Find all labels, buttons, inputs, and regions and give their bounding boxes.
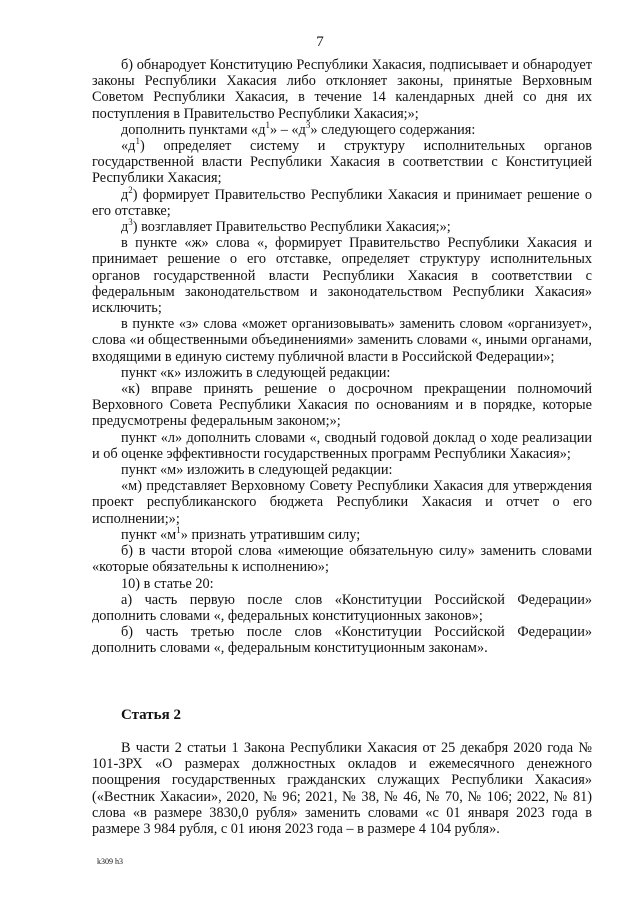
- paragraph-d1: «$д^1$) определяет систему и структуру исполнительных органов государственной власти Республики Хакасия в соответствии с Конституцией Республики Хакасия;: [92, 136, 592, 187]
- article-2-text: В части 2 статьи 1 Закона Республики Хакасия от 25 декабря 2020 года № 101-ЗРХ «О размерах должностных окладов и ежемесячного денежного поощрения государственных гражданских служащих Республики Хакасия» («Вестник Хакасии», 2020, № 96; 2021, № 38, № 46, № 70, № 106; 2022, № 81) слова «в размере 3830,0 рубля» заменить словами «с 01 января 2023 года в размере 3 984 рубля, с 01 июня 2023 года – в размере 4 104 рубля».: [92, 740, 592, 838]
- paragraph-point-l: пункт «л» дополнить словами «, сводный годовой доклад о ходе реализации и об оценке эффективности государственных программ Республики Хакасия»;: [92, 429, 592, 462]
- paragraph-part-three: б) часть третью после слов «Конституции Российской Федерации» дополнить словами «, федеральным конституционным законам».: [92, 624, 592, 657]
- paragraph-point-m-intro: пункт «м» изложить в следующей редакции:: [121, 462, 393, 479]
- page-number: 7: [316, 34, 324, 50]
- amendments-text: [92, 57, 592, 657]
- paragraph-point-k-intro: пункт «к» изложить в следующей редакции:: [121, 364, 391, 381]
- document-code: k309 h3: [97, 857, 123, 866]
- article-2-body: [92, 740, 592, 837]
- paragraph-part-one: а) часть первую после слов «Конституции Российской Федерации» дополнить словами «, федеральных конституционных законов»;: [92, 591, 592, 624]
- paragraph-point-z: в пункте «з» слова «может организовывать» заменить словом «организует», слова «и общественными объединениями» заменить словами «, иными органами, входящими в единую систему публичной власти в Российской Федерации»;: [92, 316, 592, 365]
- paragraph-point-k-text: «к) вправе принять решение о досрочном прекращении полномочий Верховного Совета Республики Хакасия по основаниям и в порядке, которые предусмотрены федеральным законом;»;: [92, 381, 592, 430]
- paragraph-add-points: дополнить пунктами «$д^1$» – «$д^3$» следующего содержания:: [121, 120, 476, 138]
- paragraph-b-promulgates: б) обнародует Конституцию Республики Хакасия, подписывает и обнародует законы Республики Хакасия либо отклоняет законы, принятые Верховным Советом Республики Хакасия, в течение 14 календарных дней со дня их поступления в Правительство Республики Хакасия;»;: [92, 57, 592, 122]
- article-2-heading: Статья 2: [121, 707, 181, 723]
- paragraph-part-two: б) в части второй слова «имеющие обязательную силу» заменить словами «которые обязательны к исполнению»;: [92, 543, 592, 576]
- paragraph-article-20: 10) в статье 20:: [121, 575, 214, 592]
- paragraph-point-m1: пункт «$м^1$» признать утратившим силу;: [121, 525, 361, 543]
- paragraph-d2: $д^2$) формирует Правительство Республики Хакасия и принимает решение о его отставке;: [92, 184, 592, 219]
- paragraph-d3: $д^3$) возглавляет Правительство Республики Хакасия;»;: [121, 217, 451, 236]
- paragraph-point-zh: в пункте «ж» слова «, формирует Правительство Республики Хакасия и принимает решение о его отставке, определяет структуру исполнительных органов государственной власти Республики Хакасия в соответствии с федеральным законодательством и законодательством Республики Хакасия» исключить;: [92, 235, 592, 317]
- paragraph-point-m-text: «м) представляет Верховному Совету Республики Хакасия для утверждения проект республиканского бюджета Республики Хакасия и отчет о его исполнении;»;: [92, 478, 592, 527]
